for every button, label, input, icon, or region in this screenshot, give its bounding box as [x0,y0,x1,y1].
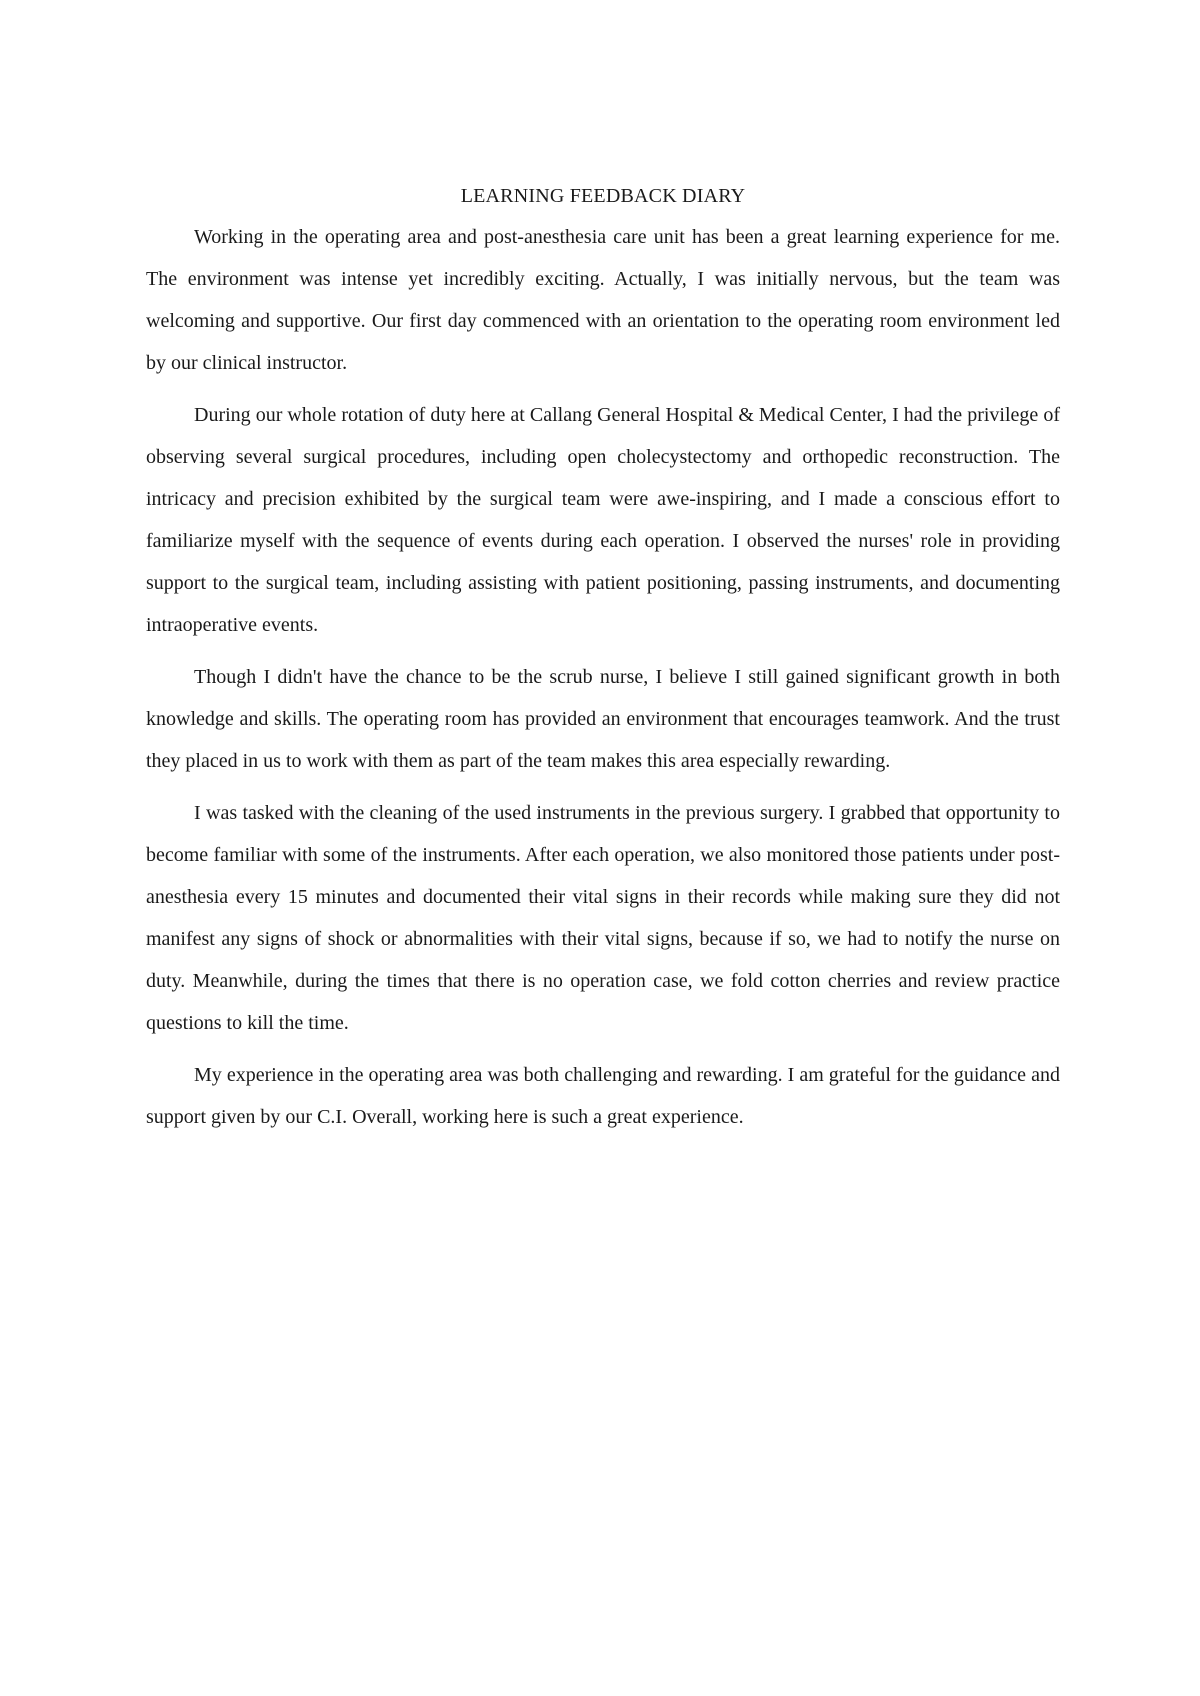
document-body [146,182,1060,1148]
paragraph-surgical-procedures: During our whole rotation of duty here at Callang General Hospital & Medical Center, I had the privilege of observing several surgical procedures, including open cholecystectomy and orthopedic reconstruction. The intricacy and precision exhibited by the surgical team were awe-inspiring, and I made a conscious effort to familiarize myself with the sequence of events during each operation. I observed the nurses' role in providing support to the surgical team, including assisting with patient positioning, passing instruments, and documenting intraoperative events. [146,404,1060,636]
paragraph-growth: Though I didn't have the chance to be the scrub nurse, I believe I still gained significant growth in both knowledge and skills. The operating room has provided an environment that encourages teamwork. And the trust they placed in us to work with them as part of the team makes this area especially rewarding. [146,666,1060,772]
paragraph-conclusion: My experience in the operating area was both challenging and rewarding. I am grateful for the guidance and support given by our C.I. Overall, working here is such a great experience. [146,1064,1060,1128]
document-title: LEARNING FEEDBACK DIARY [460,185,746,207]
paragraph-tasks: I was tasked with the cleaning of the used instruments in the previous surgery. I grabbed that opportunity to become familiar with some of the instruments. After each operation, we also monitored those patients under post-anesthesia every 15 minutes and documented their vital signs in their records while making sure they did not manifest any signs of shock or abnormalities with their vital signs, because if so, we had to notify the nurse on duty. Meanwhile, during the times that there is no operation case, we fold cotton cherries and review practice questions to kill the time. [146,802,1060,1034]
paragraph-orientation: Working in the operating area and post-anesthesia care unit has been a great learning experience for me. The environment was intense yet incredibly exciting. Actually, I was initially nervous, but the team was welcoming and supportive. Our first day commenced with an orientation to the operating room environment led by our clinical instructor. [146,226,1060,374]
